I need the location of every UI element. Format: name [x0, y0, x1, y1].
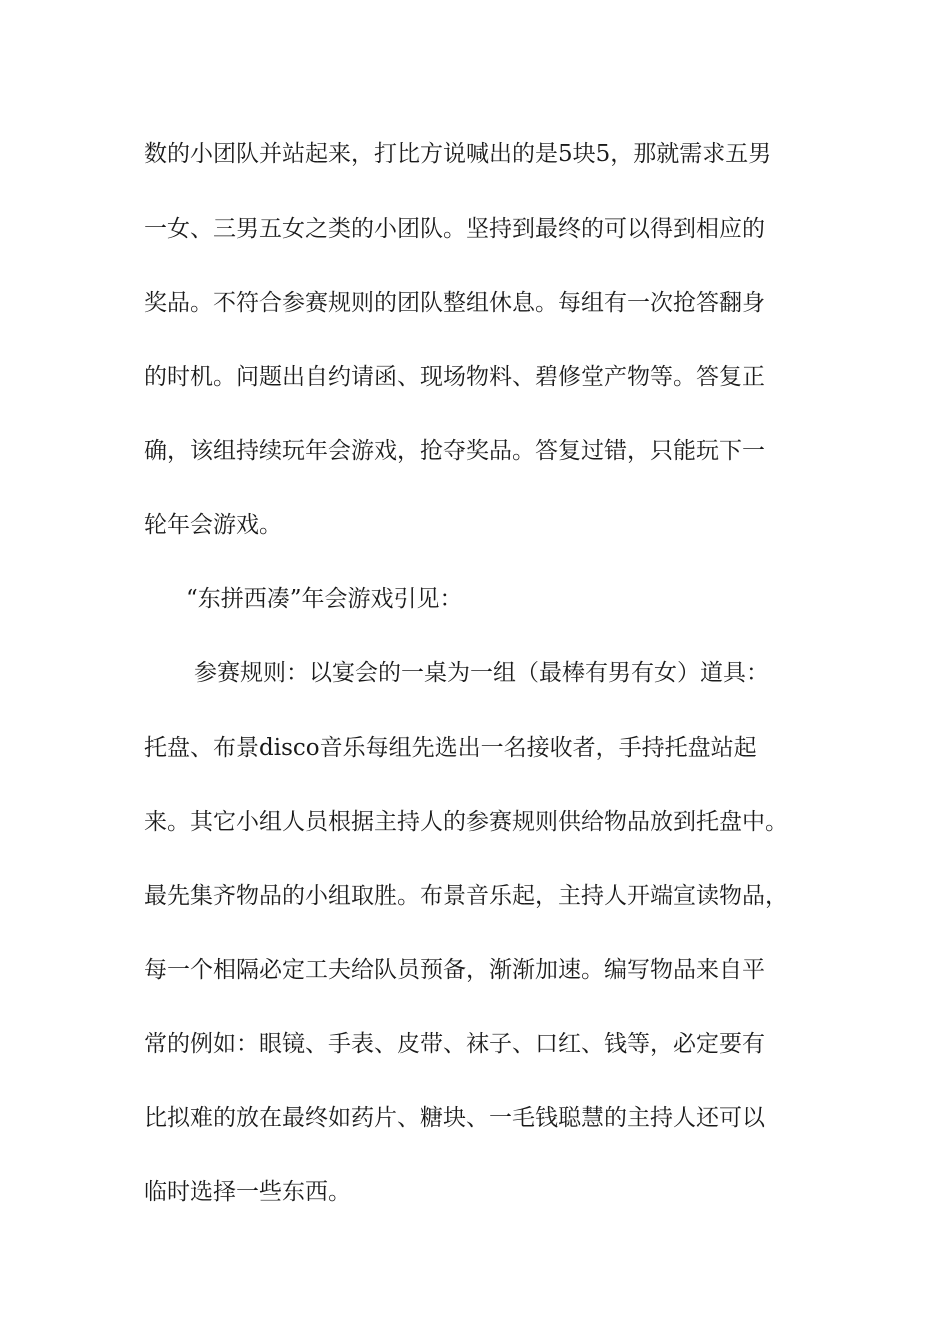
- text-line: 每一个相隔必定工夫给队员预备，渐渐加速。编写物品来自平: [144, 957, 765, 983]
- section-heading: “东拼西凑”年会游戏引见：: [186, 586, 463, 612]
- text-line: 最先集齐物品的小组取胜。布景音乐起，主持人开端宣读物品，: [144, 883, 788, 909]
- text-line: 一女、三男五女之类的小团队。坚持到最终的可以得到相应的: [144, 216, 765, 242]
- text-line: 的时机。问题出自约请函、现场物料、碧修堂产物等。答复正: [144, 364, 765, 390]
- text-line: 确，该组持续玩年会游戏，抢夺奖品。答复过错，只能玩下一: [144, 438, 765, 464]
- text-line: 托盘、布景disco音乐每组先选出一名接收者，手持托盘站起: [144, 735, 757, 761]
- text-line: 参赛规则：以宴会的一桌为一组（最棒有男有女）道具：: [194, 660, 769, 686]
- text-line: 来。其它小组人员根据主持人的参赛规则供给物品放到托盘中。: [144, 809, 788, 835]
- text-line: 常的例如：眼镜、手表、皮带、袜子、口红、钱等，必定要有: [144, 1031, 765, 1057]
- text-line: 奖品。不符合参赛规则的团队整组休息。每组有一次抢答翻身: [144, 290, 765, 316]
- text-line: 轮年会游戏。: [144, 512, 282, 538]
- text-line: 比拟难的放在最终如药片、糖块、一毛钱聪慧的主持人还可以: [144, 1105, 765, 1131]
- text-line: 临时选择一些东西。: [144, 1179, 351, 1205]
- text-line: 数的小团队并站起来，打比方说喊出的是5块5，那就需求五男: [144, 141, 772, 167]
